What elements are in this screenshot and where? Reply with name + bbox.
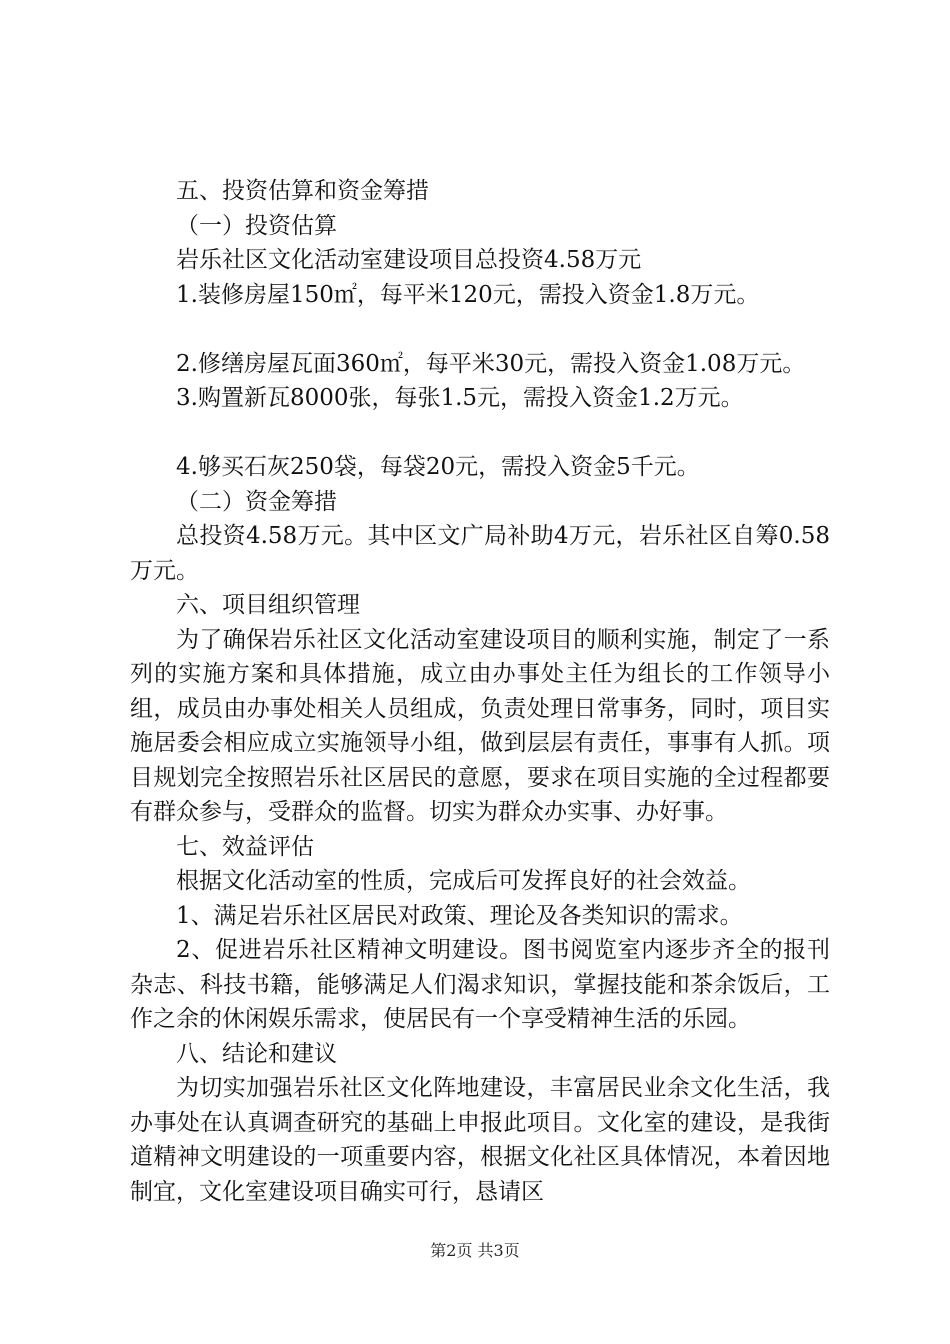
page-footer: 第2页 共3页: [430, 1241, 520, 1260]
benefit-item-1: 1、满足岩乐社区居民对政策、理论及各类知识的需求。: [176, 902, 743, 929]
list-item-4: 4.够买石灰250袋，每袋20元，需投入资金5千元。: [176, 454, 700, 480]
benefit-item-2: 2、促进岩乐社区精神文明建设。图书阅览室内逐步齐全的报刊杂志、科技书籍，能够满足人们渴求知识，掌握技能和茶余饭后，工作之余的休闲娱乐需求，使居民有一个享受精神生活的乐园。: [130, 937, 830, 1032]
document-body: [130, 174, 830, 1209]
paragraph-conclusion: 为切实加强岩乐社区文化阵地建设，丰富居民业余文化生活，我办事处在认真调查研究的基础上申报此项目。文化室的建设，是我街道精神文明建设的一项重要内容，根据文化社区具体情况，本着因地制宜，文化室建设项目确实可行，恳请区: [130, 1075, 830, 1205]
list-item-1: 1.装修房屋150㎡，每平米120元，需投入资金1.8万元。: [176, 281, 760, 308]
list-item-3: 3.购置新瓦8000张，每张1.5元，需投入资金1.2万元。: [176, 385, 744, 411]
section-heading-5: 五、投资估算和资金筹措: [176, 178, 429, 204]
section-heading-6: 六、项目组织管理: [176, 592, 360, 618]
list-item-2: 2.修缮房屋瓦面360㎡，每平米30元，需投入资金1.08万元。: [176, 350, 806, 377]
paragraph-management: 为了确保岩乐社区文化活动室建设项目的顺利实施，制定了一系列的实施方案和具体措施，成立由办事处主任为组长的工作领导小组，成员由办事处相关人员组成，负责处理日常事务，同时，项目实施居委会相应成立实施领导小组，做到层层有责任，事事有人抓。项目规划完全按照岩乐社区居民的意愿，要求在项目实施的全过程都要有群众参与，受群众的监督。切实为群众办实事、办好事。: [130, 626, 830, 825]
subsection-heading-investment: （一）投资估算: [176, 212, 337, 239]
paragraph-benefit-intro: 根据文化活动室的性质，完成后可发挥良好的社会效益。: [176, 868, 751, 894]
subsection-heading-funding: （二）资金筹措: [176, 488, 337, 515]
section-heading-8: 八、结论和建议: [176, 1040, 337, 1067]
paragraph-total-investment: 岩乐社区文化活动室建设项目总投资4.58万元: [176, 247, 642, 273]
paragraph-funding: 总投资4.58万元。其中区文广局补助4万元，岩乐社区自筹0.58万元。: [130, 523, 830, 584]
section-heading-7: 七、效益评估: [176, 833, 314, 860]
